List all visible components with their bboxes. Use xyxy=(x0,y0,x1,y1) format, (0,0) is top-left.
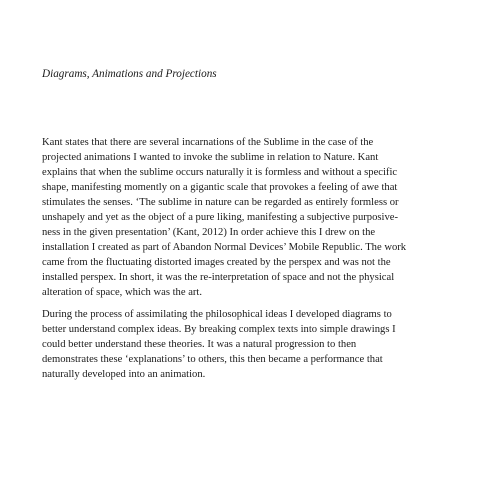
text-line: stimulates the senses. ‘The sublime in nature can be regarded as entirely formless or xyxy=(42,197,399,208)
text-line: better understand complex ideas. By breaking complex texts into simple drawings I xyxy=(42,324,396,335)
text-line: shape, manifesting momently on a gigantic scale that provokes a feeling of awe that xyxy=(42,182,398,193)
text-line: demonstrates these ‘explanations’ to others, this then became a performance that xyxy=(42,354,383,365)
text-line: installation I created as part of Abandon Normal Devices’ Mobile Republic. The work xyxy=(42,242,407,253)
paragraph-kant-sublime xyxy=(42,135,442,300)
text-line: Kant states that there are several incarnations of the Sublime in the case of the xyxy=(42,137,374,148)
text-line: ness in the given presentation’ (Kant, 2012) In order achieve this I drew on the xyxy=(42,227,376,238)
text-line: naturally developed into an animation. xyxy=(42,369,206,380)
text-line: During the process of assimilating the philosophical ideas I developed diagrams to xyxy=(42,309,392,320)
text-line: alteration of space, which was the art. xyxy=(42,287,203,298)
text-line: projected animations I wanted to invoke the sublime in relation to Nature. Kant xyxy=(42,152,379,163)
text-line: could better understand these theories. It was a natural progression to then xyxy=(42,339,357,350)
text-line: explains that when the sublime occurs naturally it is formless and without a specific xyxy=(42,167,398,178)
paragraph-diagrams-process xyxy=(42,307,442,382)
text-line: unshapely and yet as the object of a pure liking, manifesting a subjective purposive- xyxy=(42,212,398,223)
text-line: installed perspex. In short, it was the re-interpretation of space and not the physical xyxy=(42,272,395,283)
text-line: came from the fluctuating distorted images created by the perspex and was not the xyxy=(42,257,391,268)
section-heading: Diagrams, Animations and Projections xyxy=(42,68,217,80)
